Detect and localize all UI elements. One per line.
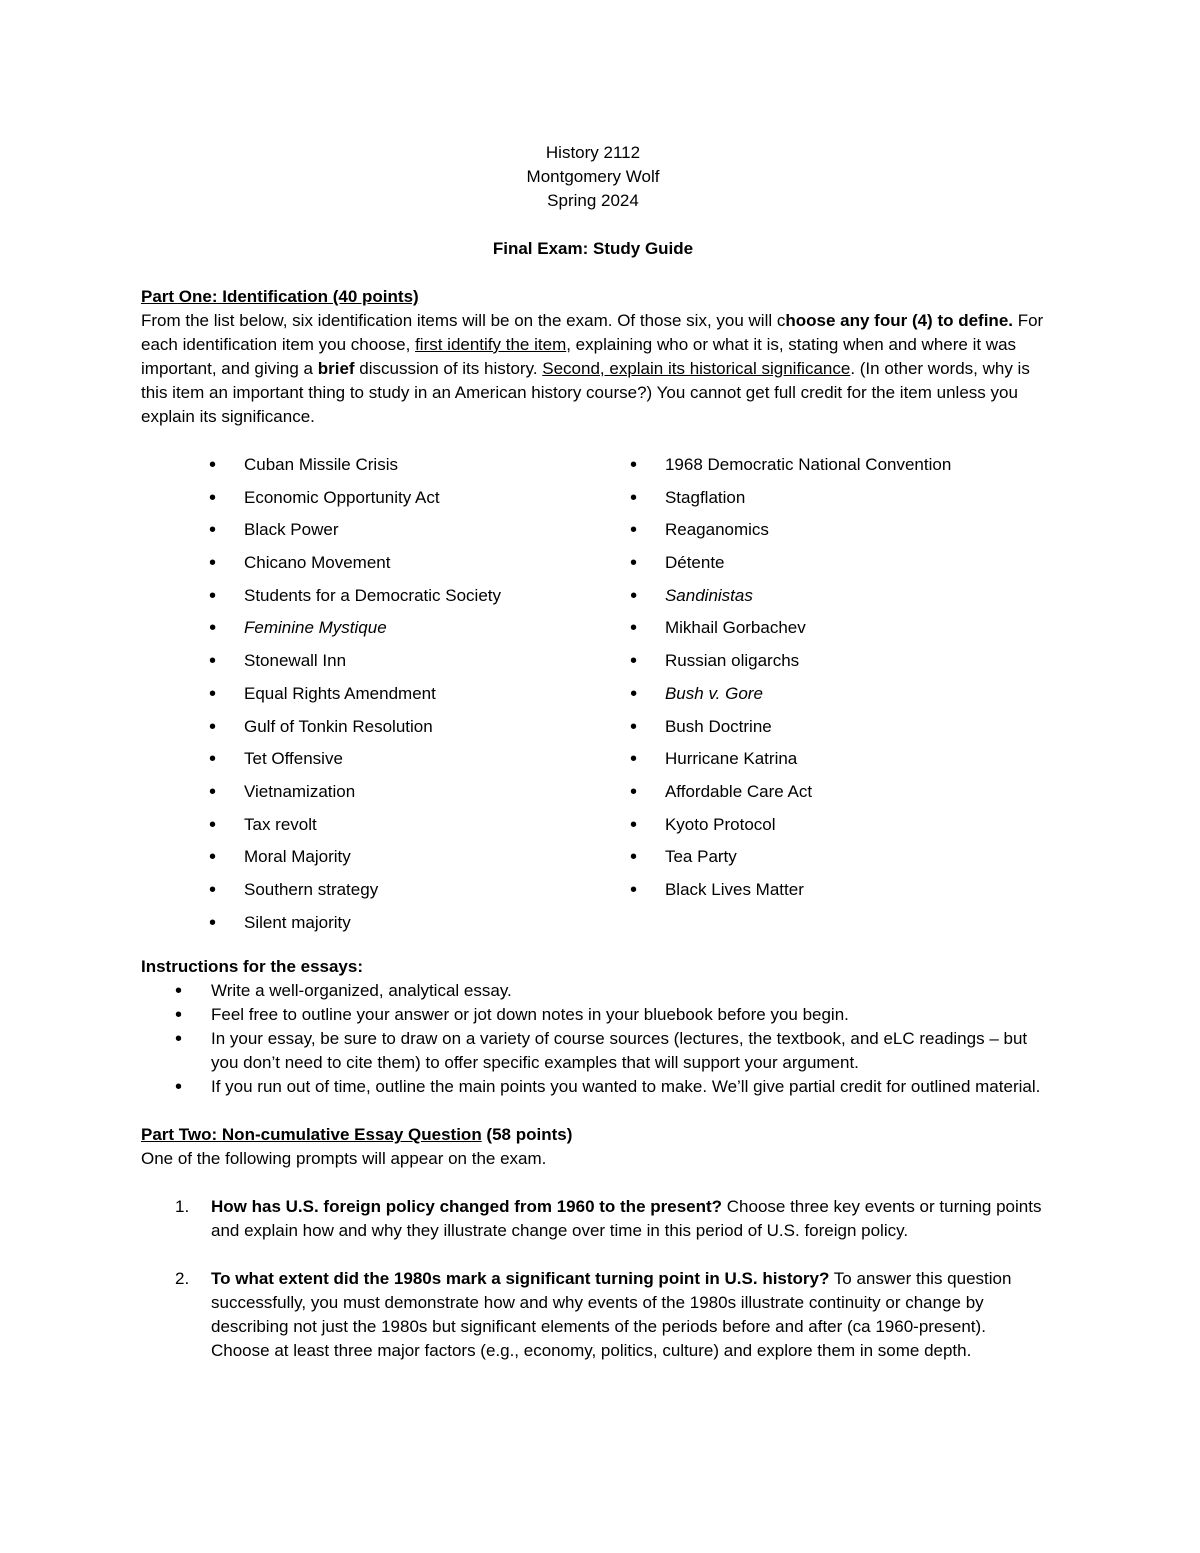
list-item: • Kyoto Protocol (630, 813, 1045, 846)
part-one-instructions (141, 309, 1045, 429)
list-item: • Black Lives Matter (630, 878, 1045, 911)
essay-prompt (175, 1267, 1045, 1363)
page-title: Final Exam: Study Guide (492, 239, 694, 258)
document-page (141, 141, 1045, 1387)
list-item: • Vietnamization (209, 780, 630, 813)
list-item: • In your essay, be sure to draw on a variety of course sources (lectures, the textbook, and eLC readings – but you don’t need to cite them) to offer specific examples that will support your argument. (175, 1027, 1045, 1075)
list-item: • Chicano Movement (209, 551, 630, 584)
list-item: • Feminine Mystique (209, 616, 630, 649)
list-item: • Stonewall Inn (209, 649, 630, 682)
list-item: • Write a well-organized, analytical essay. (175, 979, 1045, 1003)
prompt-question: To what extent did the 1980s mark a significant turning point in U.S. history? (211, 1269, 830, 1289)
list-item: • Tet Offensive (209, 747, 630, 780)
list-item: • Students for a Democratic Society (209, 584, 630, 617)
list-item: • 1968 Democratic National Convention (630, 453, 1045, 486)
part-two-heading (141, 1123, 1045, 1147)
essays-heading: Instructions for the essays: (141, 957, 364, 977)
instructions-bold-2: brief (317, 359, 355, 378)
list-item: • Southern strategy (209, 878, 630, 911)
prompt-number: 1. (175, 1197, 190, 1217)
list-item: • Cuban Missile Crisis (209, 453, 630, 486)
identification-list-right (630, 453, 1045, 943)
prompt-text: Choose three key events or turning points and explain how and why they illustrate change over time in this period of U.S. foreign policy. (211, 1197, 1042, 1241)
list-item: • Bush v. Gore (630, 682, 1045, 715)
list-item: • Stagflation (630, 486, 1045, 519)
instructions-text-2: For each identification item you choose, (141, 311, 1044, 354)
list-item: • Sandinistas (630, 584, 1045, 617)
list-item: • Feel free to outline your answer or jot down notes in your bluebook before you begin. (175, 1003, 1045, 1027)
list-item: • Reaganomics (630, 518, 1045, 551)
identification-lists (141, 453, 1045, 943)
list-item: • If you run out of time, outline the main points you wanted to make. We’ll give partial credit for outlined material. (175, 1075, 1045, 1099)
identification-list-left (209, 453, 630, 943)
instructions-text-5: . (In other words, why is this item an important thing to study in an American history course?) You cannot get full credit for the item unless you explain its significance. (141, 359, 1030, 426)
list-item: • Equal Rights Amendment (209, 682, 630, 715)
list-item: • Black Power (209, 518, 630, 551)
list-item: • Russian oligarchs (630, 649, 1045, 682)
list-item: • Gulf of Tonkin Resolution (209, 715, 630, 748)
essay-instructions-list (141, 979, 1045, 1099)
instructions-text-4: discussion of its history. (354, 359, 543, 378)
essay-prompts-list (141, 1195, 1045, 1363)
instructions-bold-1: hoose any four (4) to define. (785, 311, 1013, 330)
list-item: • Mikhail Gorbachev (630, 616, 1045, 649)
part-two-heading-main: Part Two: Non-cumulative Essay Question (141, 1125, 482, 1145)
instructions-text-3: , explaining who or what it is, stating when and where it was important, and giving a (141, 335, 1017, 378)
list-item: • Affordable Care Act (630, 780, 1045, 813)
essay-prompt (175, 1195, 1045, 1243)
part-one-heading: Part One: Identification (40 points) (141, 287, 419, 306)
instructions-underline-1: first identify the item (415, 335, 567, 354)
list-item: • Tea Party (630, 845, 1045, 878)
prompt-text: To answer this question successfully, you must demonstrate how and why events of the 1980s illustrate continuity or change by describing not just the 1980s but significant elements of the periods before and after (ca 1960-present). Choose at least three major factors (e.g., economy, politics, culture) and explore them in some depth. (211, 1269, 1012, 1361)
course-title: History 2112 (545, 143, 641, 162)
instructor-name: Montgomery Wolf (526, 167, 660, 186)
list-item: • Hurricane Katrina (630, 747, 1045, 780)
prompt-question: How has U.S. foreign policy changed from 1960 to the present? (211, 1197, 723, 1217)
list-item: • Silent majority (209, 911, 630, 944)
list-item: • Moral Majority (209, 845, 630, 878)
list-item: • Détente (630, 551, 1045, 584)
instructions-text-1: From the list below, six identification items will be on the exam. Of those six, you will c (141, 311, 786, 330)
part-two-heading-points: (58 points) (481, 1125, 573, 1145)
prompt-number: 2. (175, 1269, 190, 1289)
term: Spring 2024 (547, 191, 639, 210)
list-item: • Economic Opportunity Act (209, 486, 630, 519)
instructions-underline-2: Second, explain its historical significance (542, 359, 851, 378)
list-item: • Bush Doctrine (630, 715, 1045, 748)
list-item: • Tax revolt (209, 813, 630, 846)
part-two-intro: One of the following prompts will appear on the exam. (141, 1149, 547, 1169)
